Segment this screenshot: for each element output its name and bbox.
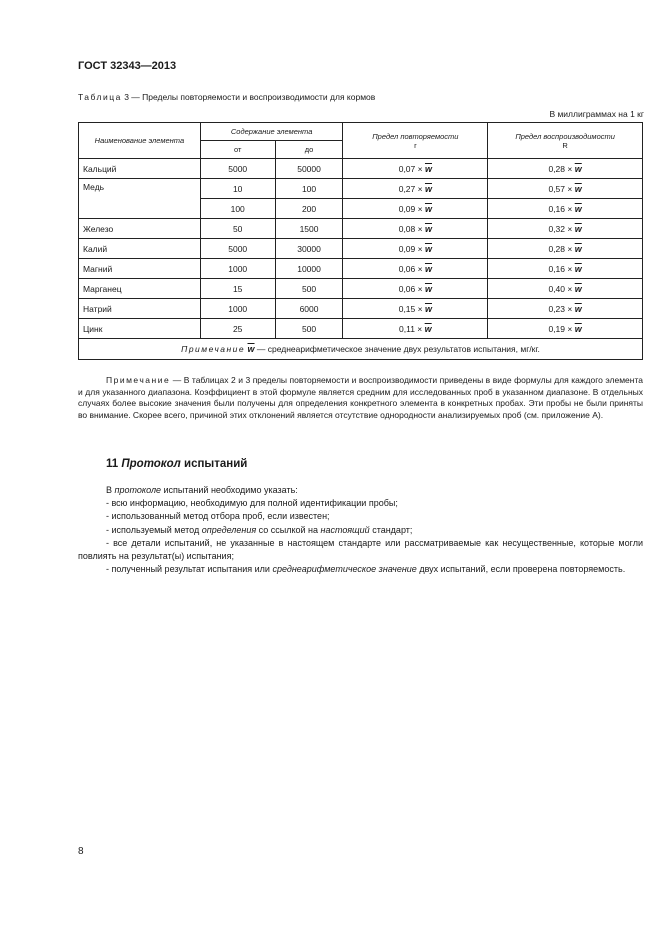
page-number: 8	[78, 846, 84, 857]
section-number: 11	[106, 458, 119, 470]
section-title-rest: испытаний	[180, 458, 248, 470]
table-row	[79, 179, 643, 199]
cell-repeatability: $0,06 \times \overline{w}$	[343, 279, 488, 299]
cell-to: 1500	[275, 219, 343, 239]
cell-reproducibility: $0,16 \times \overline{w}$	[488, 259, 643, 279]
limits-table	[78, 122, 643, 360]
cell-repeatability: $0,09 \times \overline{w}$	[343, 239, 488, 259]
cell-to: 100	[275, 179, 343, 199]
cell-reproducibility: $0,28 \times \overline{w}$	[488, 159, 643, 179]
table-caption	[78, 92, 375, 102]
cell-name: Кальций	[79, 159, 201, 179]
body-paragraph: - использованный метод отбора проб, если известен;	[106, 511, 330, 522]
table-row	[79, 159, 643, 179]
header-repeatability-label: Предел повторяемости	[372, 131, 459, 141]
cell-from: 50	[200, 219, 275, 239]
mean-symbol: $\overline{w}$	[424, 223, 432, 234]
table-note-text: — среднеарифметическое значение двух результатов испытания, мг/кг.	[254, 344, 540, 354]
cell-reproducibility: $0,32 \times \overline{w}$	[488, 219, 643, 239]
mean-symbol: $\overline{w}$	[424, 183, 432, 194]
table-units: В миллиграммах на 1 кг	[549, 109, 644, 119]
cell-from: 100	[200, 199, 275, 219]
section-body	[78, 484, 643, 576]
cell-from: 5000	[200, 239, 275, 259]
mean-symbol: $\overline{w}$	[424, 303, 432, 314]
table-note-row	[79, 339, 643, 360]
cell-to: 50000	[275, 159, 343, 179]
cell-from: 10	[200, 179, 275, 199]
cell-reproducibility: $0,19 \times \overline{w}$	[488, 319, 643, 339]
table-row	[79, 259, 643, 279]
cell-from: 15	[200, 279, 275, 299]
cell-to: 6000	[275, 299, 343, 319]
body-paragraph: - все детали испытаний, не указанные в настоящем стандарте или рассматриваемые как несущественные, которые могли повлиять на результат(ы) испытания;	[78, 537, 643, 562]
mean-symbol: $\overline{w}$	[424, 323, 432, 334]
header-content: Содержание элемента	[200, 123, 343, 141]
cell-name: Железо	[79, 219, 201, 239]
cell-to: 500	[275, 319, 343, 339]
table-caption-number: 3	[124, 92, 129, 102]
mean-symbol: $\overline{w}$	[574, 263, 582, 274]
cell-from: 1000	[200, 259, 275, 279]
body-paragraph: - всю информацию, необходимую для полной идентификации пробы;	[106, 498, 398, 509]
body-paragraph: В протоколе испытаний необходимо указать:	[106, 485, 298, 495]
cell-repeatability: $0,15 \times \overline{w}$	[343, 299, 488, 319]
table-caption-text: — Пределы повторяемости и воспроизводимости для кормов	[128, 92, 376, 102]
cell-to: 200	[275, 199, 343, 219]
mean-symbol: $\overline{w}$	[574, 303, 582, 314]
cell-to: 30000	[275, 239, 343, 259]
mean-symbol: $\overline{w}$	[574, 243, 582, 254]
cell-reproducibility: $0,28 \times \overline{w}$	[488, 239, 643, 259]
header-reproducibility-label: Предел воспроизводимости	[515, 131, 615, 141]
cell-repeatability: $0,07 \times \overline{w}$	[343, 159, 488, 179]
mean-symbol: $\overline{w}$	[424, 163, 432, 174]
general-note	[78, 375, 643, 421]
section-title-italic: Протокол	[121, 458, 181, 470]
mean-symbol: $\overline{w}$	[574, 323, 582, 334]
header-repeatability	[343, 123, 488, 159]
cell-repeatability: $0,06 \times \overline{w}$	[343, 259, 488, 279]
header-reproducibility	[488, 123, 643, 159]
mean-symbol: $\overline{w}$	[574, 183, 582, 194]
mean-symbol: $\overline{w}$	[424, 263, 432, 274]
table-note-label: Примечание	[181, 344, 246, 354]
table-row	[79, 279, 643, 299]
mean-symbol: $\overline{w}$	[574, 163, 582, 174]
cell-repeatability: $0,11 \times \overline{w}$	[343, 319, 488, 339]
table-note	[79, 339, 643, 360]
cell-reproducibility: $0,23 \times \overline{w}$	[488, 299, 643, 319]
cell-name: Цинк	[79, 319, 201, 339]
header-repeatability-symbol: r	[414, 140, 417, 150]
mean-symbol: $\overline{w}$	[247, 344, 255, 354]
table-row	[79, 299, 643, 319]
document-header: ГОСТ 32343—2013	[78, 60, 177, 72]
cell-from: 5000	[200, 159, 275, 179]
mean-symbol: $\overline{w}$	[424, 283, 432, 294]
mean-symbol: $\overline{w}$	[574, 203, 582, 214]
cell-name: Магний	[79, 259, 201, 279]
body-paragraph: - используемый метод определения со ссылкой на настоящий стандарт;	[106, 524, 413, 535]
table-row	[79, 319, 643, 339]
cell-from: 25	[200, 319, 275, 339]
header-from: от	[200, 141, 275, 159]
cell-to: 500	[275, 279, 343, 299]
general-note-label: Примечание	[106, 375, 171, 385]
mean-symbol: $\overline{w}$	[424, 243, 432, 254]
mean-symbol: $\overline{w}$	[574, 223, 582, 234]
mean-symbol: $\overline{w}$	[424, 203, 432, 214]
header-element: Наименование элемента	[79, 123, 201, 159]
cell-reproducibility: $0,16 \times \overline{w}$	[488, 199, 643, 219]
general-note-text: — В таблицах 2 и 3 пределы повторяемости и воспроизводимости приведены в виде формулы для каждого элемента и для указанного диапазона. Коэффициент в этой формуле является средним для исследованных проб в указанном диапазоне. В отдельных случаях более высокие значения были получены для определения конкретного элемента в конкретных пробах. Эти пробы не были приняты во внимание. Скорее всего, причиной этих отклонений является отсутствие однородности анализируемых проб (см. приложение А).	[78, 375, 643, 420]
cell-from: 1000	[200, 299, 275, 319]
cell-reproducibility: $0,40 \times \overline{w}$	[488, 279, 643, 299]
mean-symbol: $\overline{w}$	[574, 283, 582, 294]
body-paragraph: - полученный результат испытания или среднеарифметическое значение двух испытаний, если проверена повторяемость.	[106, 564, 626, 575]
table-row	[79, 219, 643, 239]
header-to: до	[275, 141, 343, 159]
cell-repeatability: $0,09 \times \overline{w}$	[343, 199, 488, 219]
cell-name: Натрий	[79, 299, 201, 319]
cell-reproducibility: $0,57 \times \overline{w}$	[488, 179, 643, 199]
cell-repeatability: $0,08 \times \overline{w}$	[343, 219, 488, 239]
cell-name: Марганец	[79, 279, 201, 299]
cell-repeatability: $0,27 \times \overline{w}$	[343, 179, 488, 199]
cell-name: Калий	[79, 239, 201, 259]
section-title	[106, 458, 247, 470]
table-caption-label: Таблица	[78, 92, 122, 102]
header-reproducibility-symbol: R	[562, 140, 568, 150]
table-row	[79, 239, 643, 259]
cell-to: 10000	[275, 259, 343, 279]
cell-name: Медь	[79, 179, 201, 219]
